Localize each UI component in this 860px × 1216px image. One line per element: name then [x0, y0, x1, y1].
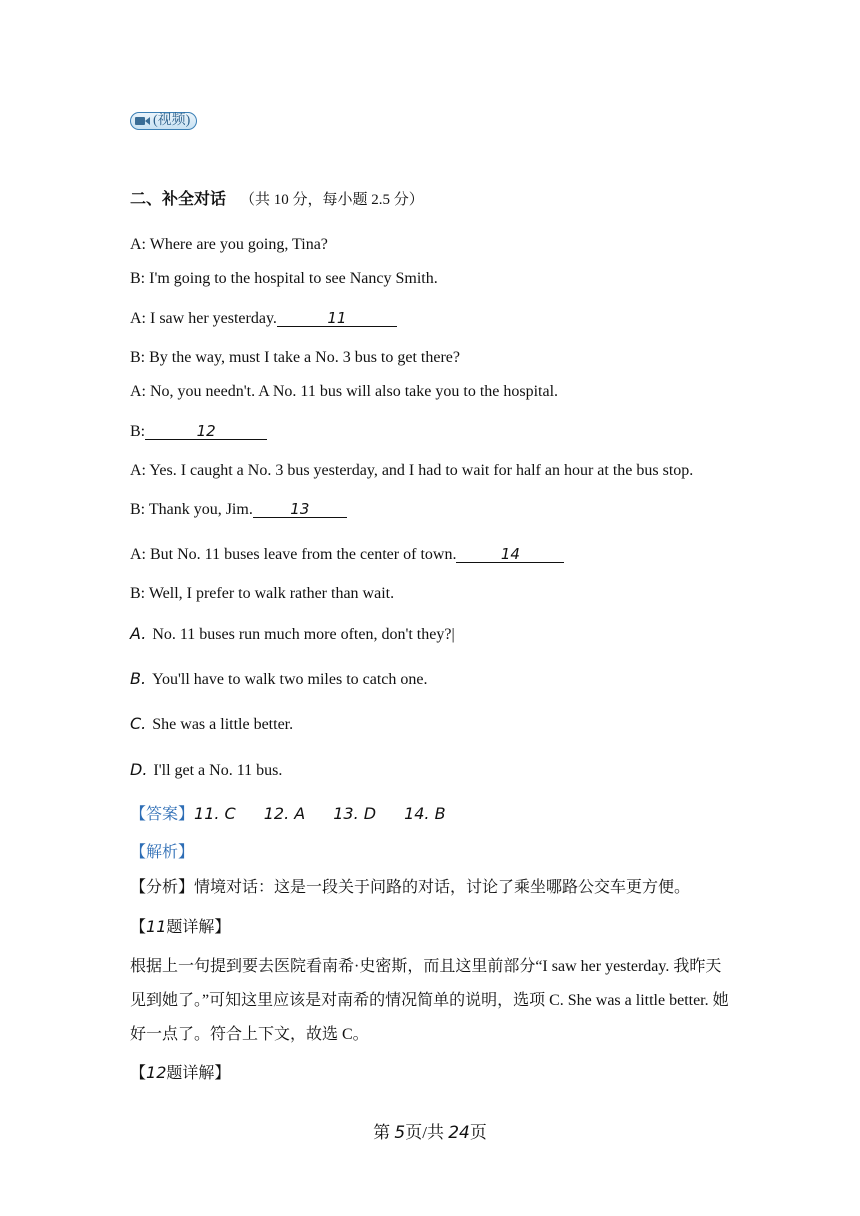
dialogue-line: [130, 309, 397, 329]
dialogue-line: [130, 269, 438, 289]
footer-text: 页: [469, 1123, 487, 1142]
dialogue-line: [130, 500, 347, 520]
dialogue-text: B: Thank you, Jim.: [130, 501, 253, 518]
dialogue-text: B: By the way, must I take a No. 3 bus to get there?: [130, 349, 460, 366]
dialogue-line: [130, 382, 558, 402]
footer-text: 第: [373, 1123, 395, 1142]
dialogue-text: B: I'm going to the hospital to see Nancy Smith.: [130, 270, 438, 287]
dialogue-text: A: Yes. I caught a No. 3 bus yesterday, and I had to wait for half an hour at the bus stop.: [130, 462, 694, 479]
answer-blank[interactable]: 14: [456, 546, 564, 563]
question-number: 12: [146, 1063, 167, 1082]
answer-list: [194, 804, 474, 823]
header-suffix: 题详解】: [166, 919, 231, 936]
dialogue-text: A: But No. 11 buses leave from the center of town.: [130, 546, 457, 563]
analysis-summary: 【分析】情境对话：这是一段关于问路的对话，讨论了乘坐哪路公交车更方便。: [130, 879, 691, 896]
page-number: 5: [394, 1123, 406, 1143]
video-label: (视频): [153, 113, 191, 128]
dialogue-text: B:: [130, 423, 146, 440]
page-footer: [0, 1118, 860, 1143]
section-heading: [130, 190, 424, 210]
section-note: （共 10 分，每小题 2.5 分）: [240, 192, 424, 208]
answer-blank[interactable]: 11: [277, 310, 397, 327]
option-letter: C.: [130, 714, 147, 733]
dialogue-text: A: No, you needn't. A No. 11 bus will also take you to the hospital.: [130, 383, 559, 400]
video-camera-icon: [135, 116, 150, 126]
footer-text: 页/共: [405, 1123, 449, 1142]
option-text: You'll have to walk two miles to catch one.: [152, 671, 428, 688]
q11-explanation: 根据上一句提到要去医院看南希·史密斯，而且这里前部分“I saw her yesterday. 我昨天见到她了。”可知这里应该是对南希的情况简单的说明，选项 C. She was a little better. 她好一点了。符合上下文，故选 C。: [130, 958, 729, 1043]
q12-header: [130, 1063, 230, 1084]
dialogue-line: [130, 422, 267, 442]
answer-row: [130, 804, 474, 825]
answer-item: 11. C: [194, 804, 236, 823]
option-a: [130, 624, 455, 645]
option-c: [130, 714, 293, 735]
analysis-label: 【解析】: [130, 844, 195, 861]
option-b: [130, 669, 428, 690]
option-letter: A.: [130, 624, 147, 643]
header-suffix: 题详解】: [166, 1065, 231, 1082]
option-letter: B.: [130, 669, 147, 688]
dialogue-line: [130, 235, 328, 255]
answer-item: 12. A: [263, 804, 306, 823]
section-title: 二、补全对话: [130, 191, 227, 208]
dialogue-line: [130, 461, 693, 481]
option-text: I'll get a No. 11 bus.: [153, 762, 283, 779]
answer-blank[interactable]: 13: [253, 501, 347, 518]
option-text: No. 11 buses run much more often, don't they?|: [152, 626, 455, 643]
dialogue-text: A: I saw her yesterday.: [130, 310, 277, 327]
video-link[interactable]: [130, 112, 197, 130]
total-pages: 24: [448, 1123, 470, 1143]
q11-header: [130, 917, 230, 938]
bracket: 【: [130, 1065, 147, 1082]
dialogue-text: A: Where are you going, Tina?: [130, 236, 328, 253]
option-d: [130, 760, 282, 781]
option-text: She was a little better.: [152, 716, 294, 733]
answer-blank[interactable]: 12: [145, 423, 267, 440]
answer-label: 【答案】: [130, 806, 195, 823]
dialogue-line: [130, 584, 394, 604]
option-letter: D.: [130, 760, 148, 779]
dialogue-line: [130, 348, 460, 368]
bracket: 【: [130, 919, 147, 936]
answer-item: 14. B: [404, 804, 446, 823]
dialogue-text: B: Well, I prefer to walk rather than wait.: [130, 585, 395, 602]
dialogue-line: [130, 545, 564, 565]
question-number: 11: [146, 917, 167, 936]
answer-item: 13. D: [333, 804, 377, 823]
